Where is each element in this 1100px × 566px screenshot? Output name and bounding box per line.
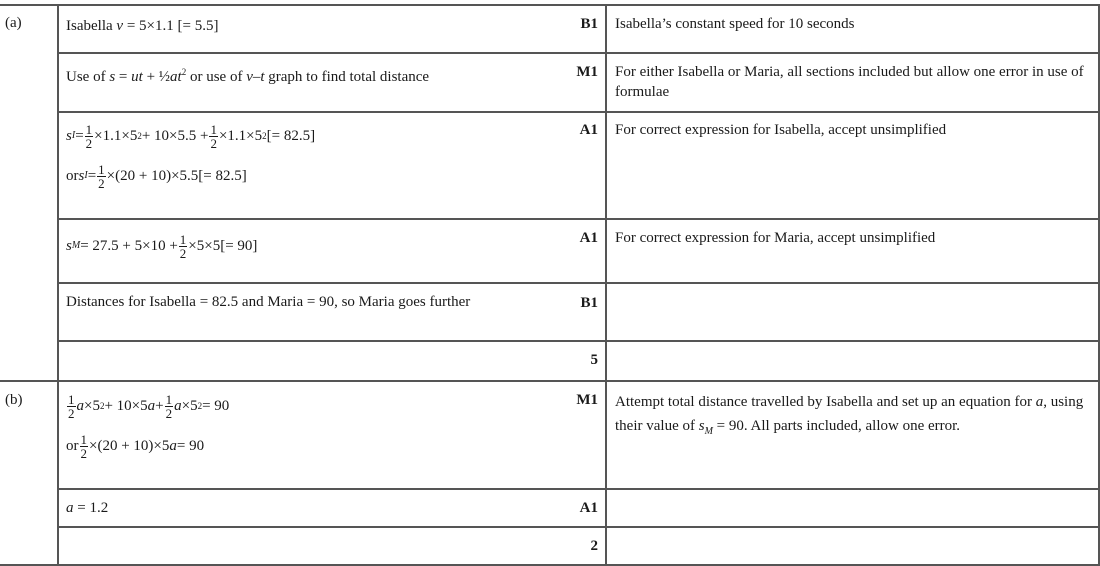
guidance-text: Attempt total distance travelled by Isabella and set up an equation for a, using their value of $s_M = 90$. All parts included, allow one error. [615,394,1084,437]
working-speed: Isabella v = 5×1.1 [= 5.5] [66,18,219,34]
guidance-text: Isabella’s constant speed for 10 seconds [615,16,855,32]
rule [605,4,607,566]
rule [1098,4,1100,566]
rule [0,564,1100,566]
mark-code: B1 [580,295,598,311]
part-label-a: (a) [5,15,22,31]
rule [57,52,1100,54]
rule [0,380,1100,382]
rule [57,4,59,566]
mark-code: M1 [576,392,598,408]
part-total: 2 [590,538,598,554]
rule [57,218,1100,220]
part-label-b: (b) [5,392,23,408]
part-total: 5 [590,352,598,368]
rule [57,282,1100,284]
rule [57,488,1100,490]
mark-code: M1 [576,64,598,80]
working-answer: a = 1.2 [66,500,109,516]
guidance-text: For either Isabella or Maria, all sections included but allow one error in use of formulae [615,64,1084,100]
mark-code: A1 [579,500,598,516]
rule [57,111,1100,113]
mark-code: B1 [580,16,598,32]
rule [57,340,1100,342]
guidance-text: For correct expression for Maria, accept unsimplified [615,230,936,246]
mark-code: A1 [579,122,598,138]
working-comparison: Distances for Isabella = 82.5 and Maria = 90, so Maria goes further [66,294,471,310]
working-isabella-distance: s I = $\frac{1}{2}$ ×1.1×5 2 + 10×5.5 + $\frac{1}{2}$ ×1.1×5 2 [= 82.5] or s I = $\frac{1}{2}$ ×(20 + 10)×5.5 [= 82.5] [66,121,316,191]
rule [0,4,1100,6]
rule [57,526,1100,528]
working-method: Use of s = ut + $\frac{1}{2}at^2$ or use of v–t graph to find total distance [66,67,430,85]
working-maria-distance: s M = 27.5 + 5×10 + $\frac{1}{2}$ ×5×5 [= 90] [66,231,258,261]
working-equation-a: $\frac{1}{2}$ a ×5 2 + 10×5 a + $\frac{1}{2}$ a ×5 2 = 90 or $\frac{1}{2}$ ×(20 + 10)×5 a = 90 [66,391,230,461]
guidance-text: For correct expression for Isabella, accept unsimplified [615,122,947,138]
mark-code: A1 [579,230,598,246]
